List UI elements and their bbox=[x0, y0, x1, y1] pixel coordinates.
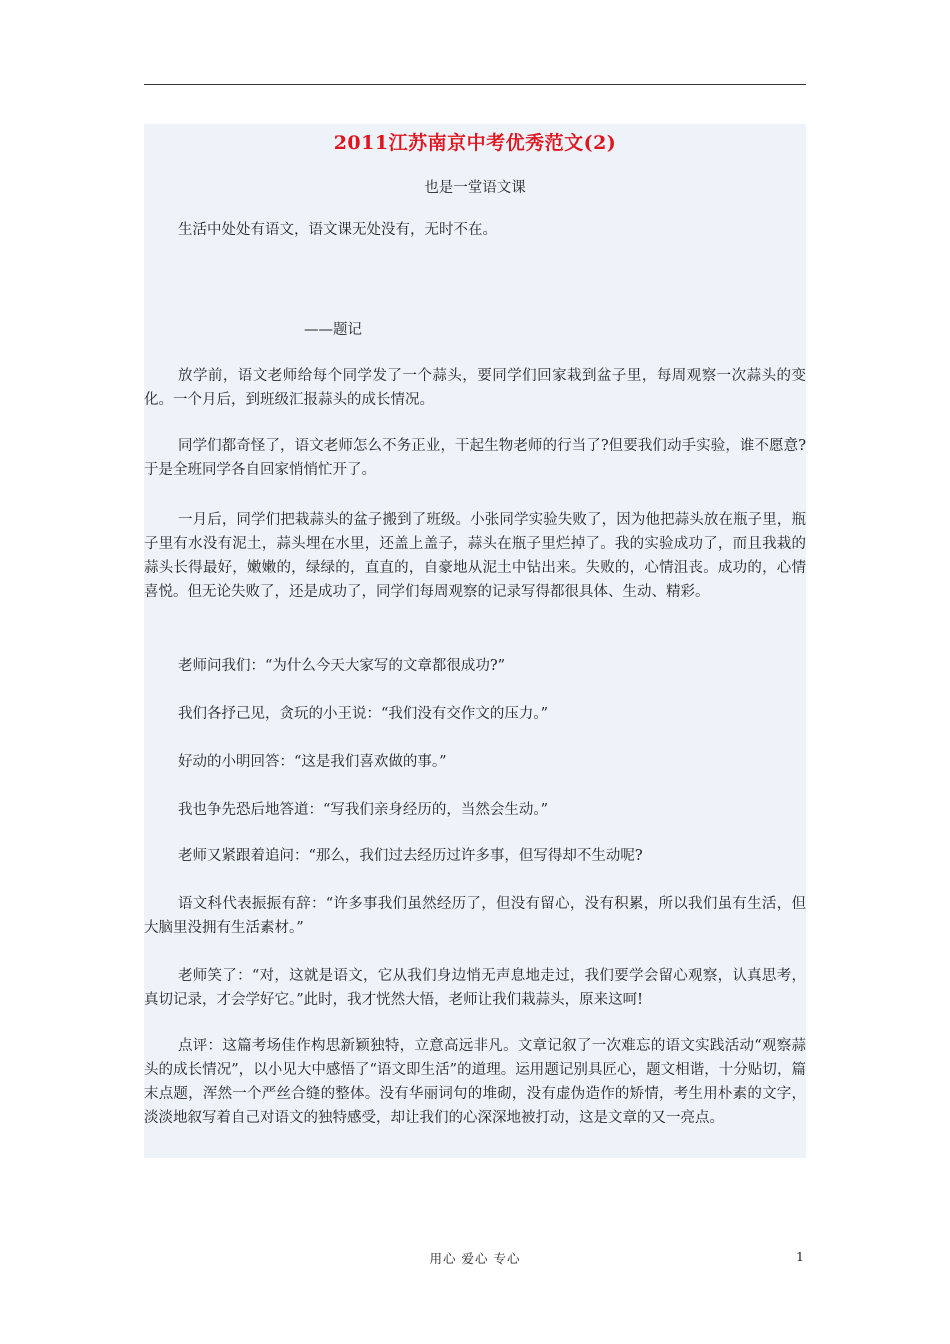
footer-motto: 用心 爱心 专心 bbox=[429, 1251, 521, 1266]
epigraph-source: ——题记 bbox=[304, 322, 362, 338]
paragraph: 我也争先恐后地答道：“写我们亲身经历的，当然会生动。” bbox=[178, 802, 549, 818]
essay-subtitle: 也是一堂语文课 bbox=[424, 180, 526, 196]
paragraph: 老师笑了：“对，这就是语文，它从我们身边悄无声息地走过，我们要学会留心观察，认真思考，真切记录，才会学好它。”此时，我才恍然大悟，老师让我们栽蒜头，原来这呵! bbox=[144, 968, 806, 1008]
paragraph: 放学前，语文老师给每个同学发了一个蒜头，要同学们回家栽到盆子里，每周观察一次蒜头的变化。一个月后，到班级汇报蒜头的成长情况。 bbox=[144, 368, 806, 408]
paragraph: 一月后，同学们把栽蒜头的盆子搬到了班级。小张同学实验失败了，因为他把蒜头放在瓶子里，瓶子里有水没有泥土，蒜头埋在水里，还盖上盖子，蒜头在瓶子里烂掉了。我的实验成功了，而且我栽的蒜头长得最好，嫩嫩的，绿绿的，直直的，自豪地从泥土中钻出来。失败的，心情沮丧。成功的，心情喜悦。但无论失败了，还是成功了，同学们每周观察的记录写得都很具体、生动、精彩。 bbox=[144, 512, 806, 600]
paragraph: 我们各抒己见，贪玩的小王说：“我们没有交作文的压力。” bbox=[178, 706, 549, 722]
header-rule bbox=[144, 84, 806, 85]
paragraph: 同学们都奇怪了，语文老师怎么不务正业，干起生物老师的行当了?但要我们动手实验，谁不愿意?于是全班同学各自回家悄悄忙开了。 bbox=[144, 438, 806, 478]
commentary-paragraph: 点评：这篇考场佳作构思新颖独特，立意高远非凡。文章记叙了一次难忘的语文实践活动“观察蒜头的成长情况”，以小见大中感悟了“语文即生活”的道理。运用题记别具匠心，题文相谐，十分贴切，篇末点题，浑然一个严丝合缝的整体。没有华丽词句的堆砌，没有虚伪造作的矫情，考生用朴素的文字，淡淡地叙写着自己对语文的独特感受，却让我们的心深深地被打动，这是文章的又一亮点。 bbox=[144, 1038, 806, 1126]
paragraph: 语文科代表振振有辞：“许多事我们虽然经历了，但没有留心，没有积累，所以我们虽有生活，但大脑里没拥有生活素材。” bbox=[144, 896, 806, 936]
document-title: 2011江苏南京中考优秀范文(2) bbox=[333, 132, 617, 154]
essay-content bbox=[144, 124, 806, 1158]
page-number: 1 bbox=[796, 1249, 804, 1264]
paragraph: 老师问我们：“为什么今天大家写的文章都很成功?” bbox=[178, 658, 506, 674]
paragraph: 好动的小明回答：“这是我们喜欢做的事。” bbox=[178, 754, 447, 770]
paragraph: 老师又紧跟着追问：“那么，我们过去经历过许多事，但写得却不生动呢? bbox=[178, 848, 643, 864]
epigraph: 生活中处处有语文，语文课无处没有，无时不在。 bbox=[178, 222, 497, 238]
